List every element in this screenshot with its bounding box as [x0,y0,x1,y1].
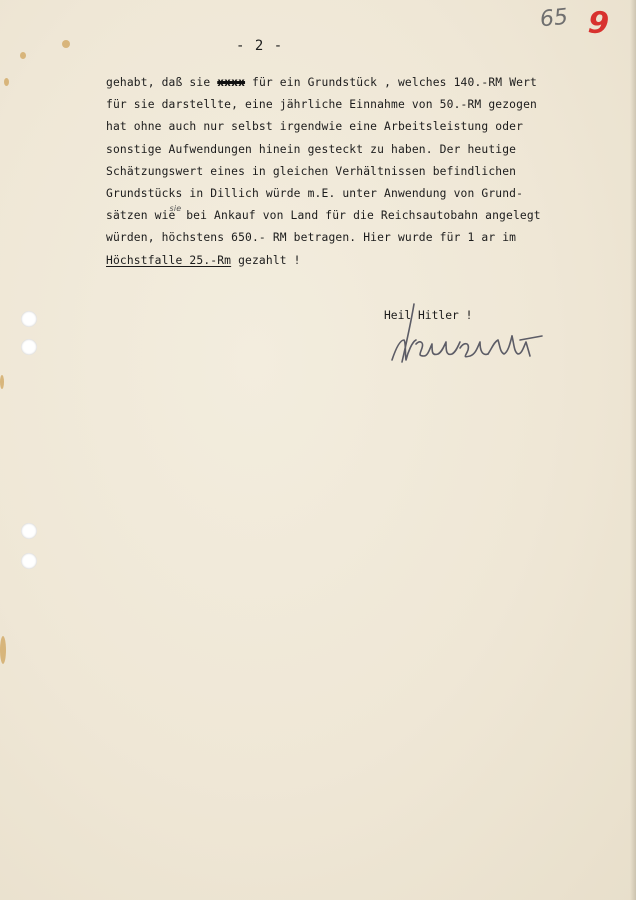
body-line-7 [106,205,586,227]
punch-hole [21,339,37,355]
body-line-3: hat ohne auch nur selbst irgendwie eine Arbeitsleistung oder [106,120,524,134]
page-number: - 2 - [236,38,284,54]
rust-stain [62,40,70,48]
page-edge-shadow [630,0,636,900]
body-line-4: sonstige Aufwendungen hinein gesteckt zu haben. Der heutige [106,142,517,156]
underlined-amount: Höchstfalle 25.-Rm [106,253,232,267]
struck-out-word: xxxx [217,76,246,89]
rust-stain [4,78,9,86]
letter-body [106,72,586,272]
punch-hole [21,523,37,539]
punch-hole [21,553,37,569]
body-line-8: würden, höchstens 650.- RM betragen. Hier wurde für 1 ar im [106,231,517,245]
handwritten-signature [384,296,554,376]
body-line-5: Schätzungswert eines in gleichen Verhältnissen befindlichen [106,164,517,178]
body-text-fragment: gehabt, daß sie [106,76,218,89]
rust-stain [20,52,26,59]
body-text-fragment: für ein Grundstück , welches 140.-RM Wert [245,76,538,89]
handwritten-insertion: sie [169,204,182,214]
body-line-2: für sie darstellte, eine jährliche Einnahme von 50.-RM gezogen [106,98,537,112]
closing-greeting: Heil Hitler ! [384,309,473,322]
body-text-fragment: sätzen wie [106,209,176,223]
body-text-fragment: bei Ankauf von Land für die Reichsautobahn angelegt [179,209,541,223]
body-line-1 [106,72,586,94]
body-line-9 [106,250,586,272]
archive-number-pencil: 65 [538,4,570,33]
archive-number-red: 9 [586,5,611,42]
body-text-fragment: gezahlt ! [231,253,301,267]
rust-stain [0,375,4,389]
punch-hole [21,311,37,327]
body-line-6: Grundstücks in Dillich würde m.E. unter Anwendung von Grund- [106,186,524,200]
rust-stain [0,636,6,664]
